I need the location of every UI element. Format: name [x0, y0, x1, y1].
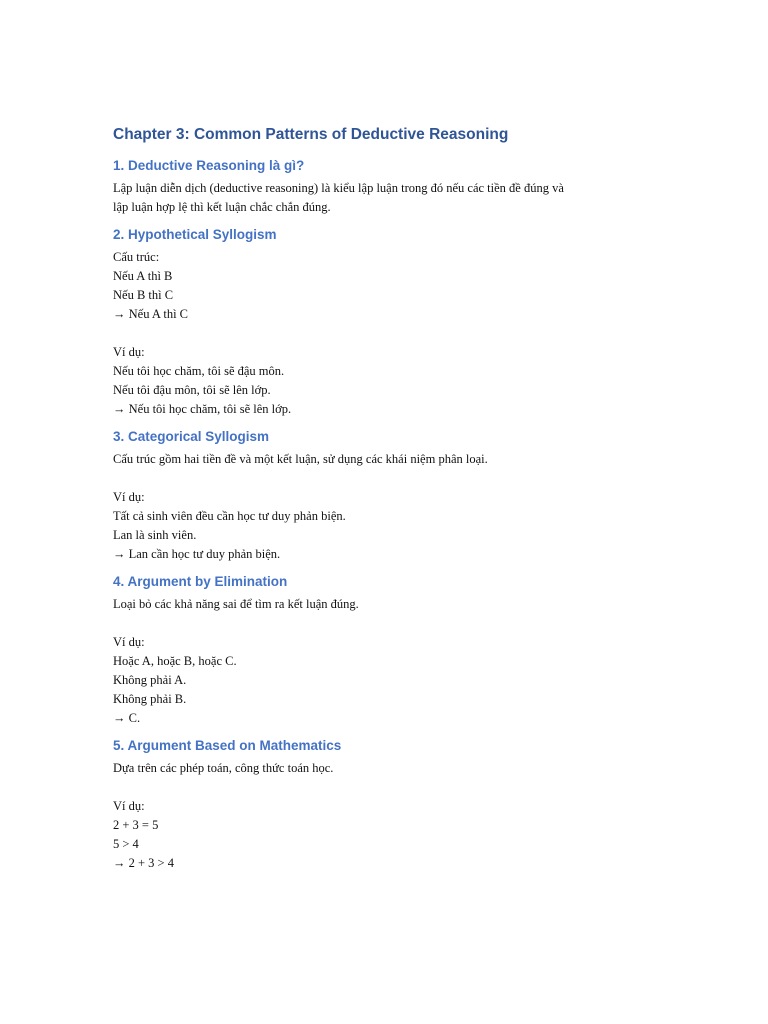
body-line: Hoặc A, hoặc B, hoặc C. — [113, 654, 237, 668]
body-line: Nếu A thì B — [113, 269, 173, 283]
section-body — [113, 759, 673, 873]
section-heading: 1. Deductive Reasoning là gì? — [113, 158, 305, 173]
body-line: → C. — [113, 711, 141, 725]
section-body — [113, 595, 673, 728]
body-line: → Nếu A thì C — [113, 307, 189, 321]
section-body — [113, 248, 673, 419]
body-line: Tất cả sinh viên đều cần học tư duy phản biện. — [113, 509, 346, 523]
blank-line — [113, 324, 673, 343]
body-line: Nếu tôi đậu môn, tôi sẽ lên lớp. — [113, 383, 271, 397]
body-line: → 2 + 3 > 4 — [113, 856, 174, 870]
chapter-title: Chapter 3: Common Patterns of Deductive Reasoning — [113, 126, 509, 143]
body-line: Ví dụ: — [113, 799, 145, 813]
section-argument-mathematics — [113, 736, 673, 873]
body-line: Không phải B. — [113, 692, 187, 706]
body-line: → Nếu tôi học chăm, tôi sẽ lên lớp. — [113, 402, 292, 416]
body-line: Loại bỏ các khả năng sai để tìm ra kết luận đúng. — [113, 597, 359, 611]
body-line: Ví dụ: — [113, 490, 145, 504]
section-body — [113, 179, 673, 217]
section-heading: 3. Categorical Syllogism — [113, 429, 270, 444]
body-line: Ví dụ: — [113, 635, 145, 649]
document-page — [113, 124, 673, 881]
body-line: Cấu trúc gồm hai tiền đề và một kết luận, sử dụng các khái niệm phân loại. — [113, 452, 488, 466]
body-line: Lan là sinh viên. — [113, 528, 197, 542]
body-line: Không phải A. — [113, 673, 187, 687]
body-line: 5 > 4 — [113, 837, 139, 851]
section-heading: 2. Hypothetical Syllogism — [113, 227, 277, 242]
blank-line — [113, 469, 673, 488]
section-hypothetical-syllogism — [113, 225, 673, 419]
body-line: lập luận hợp lệ thì kết luận chắc chắn đúng. — [113, 200, 331, 214]
body-line: Lập luận diễn dịch (deductive reasoning) là kiểu lập luận trong đó nếu các tiền đề đúng và — [113, 181, 564, 195]
section-heading: 5. Argument Based on Mathematics — [113, 738, 342, 753]
body-line: Nếu B thì C — [113, 288, 174, 302]
body-line: Nếu tôi học chăm, tôi sẽ đậu môn. — [113, 364, 285, 378]
body-line: Cấu trúc: — [113, 250, 160, 264]
section-categorical-syllogism — [113, 427, 673, 564]
blank-line — [113, 614, 673, 633]
section-body — [113, 450, 673, 564]
body-line: Ví dụ: — [113, 345, 145, 359]
body-line: Dựa trên các phép toán, công thức toán học. — [113, 761, 334, 775]
section-deductive-reasoning — [113, 156, 673, 217]
section-heading: 4. Argument by Elimination — [113, 574, 288, 589]
body-line: 2 + 3 = 5 — [113, 818, 159, 832]
body-line: → Lan cần học tư duy phản biện. — [113, 547, 281, 561]
blank-line — [113, 778, 673, 797]
section-argument-by-elimination — [113, 572, 673, 728]
